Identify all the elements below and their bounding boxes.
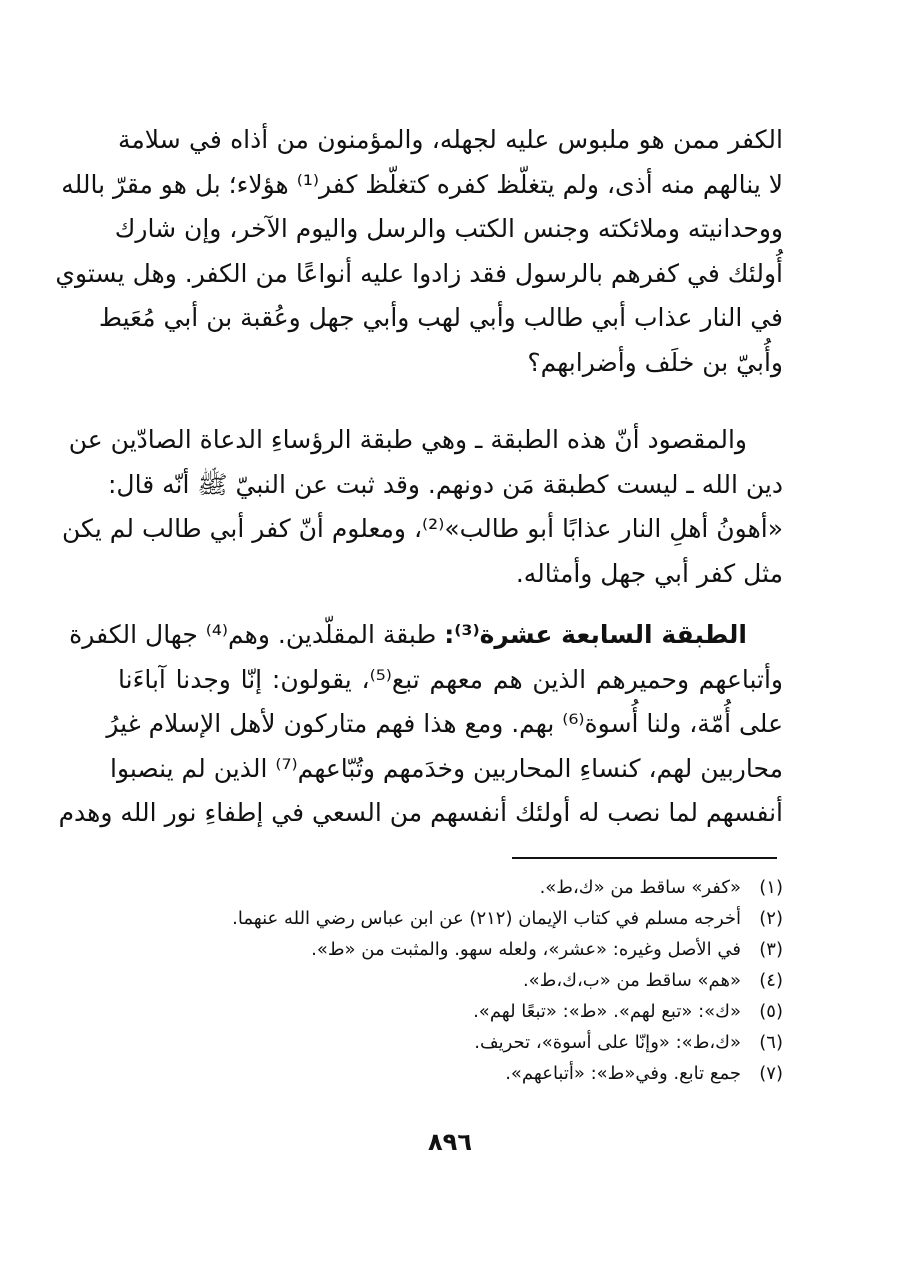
footnote-number: (٣)	[759, 939, 783, 960]
paragraph-2-line: دين الله ـ ليست كطبقة مَن دونهم. وقد ثبت عن النبيّ ﷺ أنّه قال:	[108, 469, 783, 499]
paragraph-3-line: محاربين لهم، كنساءِ المحاربين وخدَمهم وتُبّاعهم⁽⁷⁾ الذين لم ينصبوا	[110, 753, 783, 783]
footnote	[118, 872, 783, 903]
footnote-number: (٤)	[759, 970, 783, 991]
paragraph-3-first-line-rest: طبقة المقلّدين. وهم⁽⁴⁾ جهال الكفرة	[69, 620, 445, 649]
paragraph-1-line: أُولئك في كفرهم بالرسول فقد زادوا عليه أنواعًا من الكفر. وهل يستوي	[55, 258, 783, 288]
footnote-text: «هم» ساقط من «ب،ك،ط».	[522, 970, 741, 991]
paragraph-1-line: لا ينالهم منه أذى، ولم يتغلّظ كفره كتغلّظ كفر⁽¹⁾ هؤلاء؛ بل هو مقرّ بالله	[61, 169, 783, 199]
paragraph-2-line: والمقصود أنّ هذه الطبقة ـ وهي طبقة الرؤساءِ الدعاة الصادّين عن	[68, 425, 747, 454]
footnote-text: «كفر» ساقط من «ك،ط».	[539, 877, 741, 898]
footnote-text: في الأصل وغيره: «عشر»، ولعله سهو. والمثبت من «ط».	[311, 939, 741, 960]
paragraph-3	[58, 613, 783, 836]
paragraph-1-line: وأُبيّ بن خلَف وأضرابهم؟	[527, 347, 783, 377]
paragraph-3-line: وأتباعهم وحميرهم الذين هم معهم تبع⁽⁵⁾، يقولون: إنّا وجدنا آباءَنا	[118, 664, 783, 694]
paragraph-2-line: مثل كفر أبي جهل وأمثاله.	[515, 558, 783, 588]
paragraph-1	[55, 118, 783, 385]
footnote-text: «ك،ط»: «وإنّا على أسوة»، تحريف.	[474, 1032, 741, 1053]
paragraph-1-line: الكفر ممن هو ملبوس عليه لجهله، والمؤمنون من أذاه في سلامة	[118, 125, 783, 154]
paragraph-1-line: في النار عذاب أبي طالب وأبي لهب وأبي جهل وعُقبة بن أبي مُعَيط	[98, 303, 783, 332]
paragraph-2-line: «أهونُ أهلِ النار عذابًا أبو طالب»⁽²⁾، ومعلوم أنّ كفر أبي طالب لم يكن	[62, 514, 783, 543]
footnote-number: (٧)	[759, 1063, 783, 1084]
footnote	[118, 903, 783, 934]
footnote-text: جمع تابع. وفي«ط»: «أتباعهم».	[505, 1063, 741, 1084]
footnote	[118, 965, 783, 996]
paragraph-1-line: ووحدانيته وملائكته وجنس الكتب والرسل واليوم الآخر، وإن شارك	[114, 214, 783, 243]
footnote-separator	[512, 857, 777, 859]
footnote-number: (٦)	[759, 1032, 783, 1053]
section-heading: الطبقة السابعة عشرة⁽³⁾:	[444, 620, 747, 649]
page-number: ٨٩٦	[428, 1128, 472, 1156]
footnote-number: (٥)	[759, 1001, 783, 1022]
footnote	[118, 1027, 783, 1058]
paragraph-2	[62, 418, 783, 596]
footnote-text: «ك»: «تبع لهم». «ط»: «تبعًا لهم».	[473, 1001, 741, 1022]
footnotes	[118, 872, 783, 1089]
footnote-number: (١)	[759, 877, 783, 898]
footnote-text: أخرجه مسلم في كتاب الإيمان (٢١٢) عن ابن عباس رضي الله عنهما.	[232, 908, 741, 929]
footnote	[118, 996, 783, 1027]
paragraph-3-line: أنفسهم لما نصب له أولئك أنفسهم من السعي في إطفاءِ نور الله وهدم	[58, 798, 783, 827]
footnote-number: (٢)	[759, 908, 783, 929]
paragraph-3-line: على أُمّة، ولنا أُسوة⁽⁶⁾ بهم. ومع هذا فهم متاركون لأهل الإسلام غيرُ	[106, 709, 783, 738]
paragraph-3-first-line	[69, 613, 783, 658]
footnote	[118, 1058, 783, 1089]
footnote	[118, 934, 783, 965]
